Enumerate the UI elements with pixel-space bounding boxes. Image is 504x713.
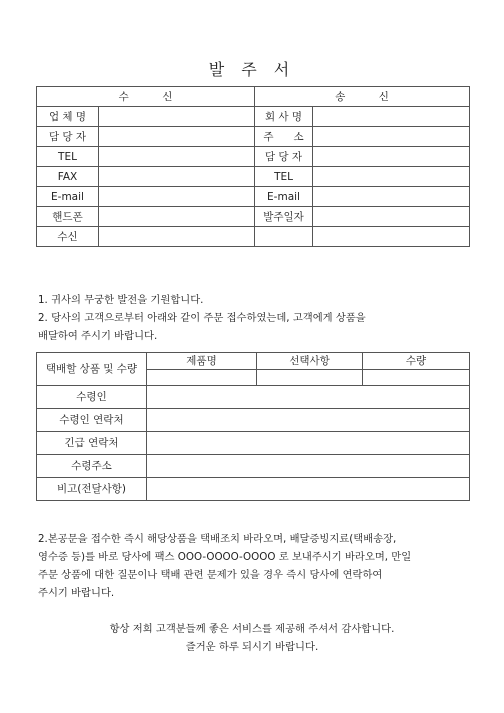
table-row [37,432,470,455]
col-header-options: 선택사항 [257,353,363,370]
recipient-phone-label: 수령인 연락처 [37,409,147,432]
sender-tel-label: TEL [255,167,313,187]
empty-label [255,227,313,247]
receive-value[interactable] [99,227,255,247]
recipient-phone-value[interactable] [147,409,470,432]
col-header-quantity: 수량 [363,353,470,370]
recipient-label: 수령인 [37,386,147,409]
quantity-value[interactable] [363,369,470,386]
empty-value[interactable] [313,227,470,247]
sender-email-value[interactable] [313,187,470,207]
table-row [37,478,470,501]
delivery-address-label: 수령주소 [37,455,147,478]
mobile-label: 핸드폰 [37,207,99,227]
table-row [37,167,470,187]
table-row [37,207,470,227]
mobile-value[interactable] [99,207,255,227]
contact-person-label: 담 당 자 [37,127,99,147]
sender-contact-label: 담 당 자 [255,147,313,167]
table-header-row [37,87,470,107]
product-quantity-label: 택배할 상품 및 수량 [37,353,147,386]
order-date-value[interactable] [313,207,470,227]
table-row [37,409,470,432]
table-row [37,187,470,207]
document-title: 발 주 서 [208,60,296,79]
remarks-value[interactable] [147,478,470,501]
sender-tel-value[interactable] [313,167,470,187]
fax-label: FAX [37,167,99,187]
options-value[interactable] [257,369,363,386]
table-row [37,127,470,147]
tel-value[interactable] [99,147,255,167]
product-value[interactable] [147,369,257,386]
intro-line-2: 2. 당사의 고객으로부터 아래와 같이 주문 접수하였는데, 고객에게 상품을 [38,312,366,324]
table-row [37,455,470,478]
tel-label: TEL [37,147,99,167]
emergency-contact-value[interactable] [147,432,470,455]
address-value[interactable] [313,127,470,147]
receive-label: 수신 [37,227,99,247]
emergency-contact-label: 긴급 연락처 [37,432,147,455]
sender-company-label: 회 사 명 [255,107,313,127]
address-label: 주 소 [255,127,313,147]
sender-email-label: E-mail [255,187,313,207]
table-row [37,107,470,127]
table-row [37,386,470,409]
intro-line-3: 배달하여 주시기 바랍니다. [38,330,158,342]
company-name-label: 업 체 명 [37,107,99,127]
closing-line-1: 항상 저희 고객분들께 좋은 서비스를 제공해 주셔서 감사합니다. [109,623,395,635]
table-row [37,227,470,247]
order-table [36,352,470,501]
closing-line-2: 즐거운 하루 되시기 바랍니다. [185,641,319,653]
recipient-header: 수 신 [37,87,255,107]
notice-line-3: 주문 상품에 대한 질문이나 택배 관련 문제가 있을 경우 즉시 당사에 연락하여 [38,569,383,581]
fax-value[interactable] [99,167,255,187]
recipient-sender-table [36,86,470,247]
notice-line-1: 2.본공문을 접수한 즉시 해당상품을 택배조치 바라오며, 배달증빙지료(택배송장, [38,533,397,545]
order-date-label: 발주일자 [255,207,313,227]
contact-person-value[interactable] [99,127,255,147]
sender-contact-value[interactable] [313,147,470,167]
recipient-value[interactable] [147,386,470,409]
email-value[interactable] [99,187,255,207]
sender-company-value[interactable] [313,107,470,127]
notice-line-2: 영수증 등)를 바로 당사에 팩스 OOO-OOOO-OOOO 로 보내주시기 바라오며, 만일 [38,551,412,563]
email-label: E-mail [37,187,99,207]
col-header-product: 제품명 [147,353,257,370]
delivery-address-value[interactable] [147,455,470,478]
notice-line-4: 주시기 바랍니다. [38,587,115,599]
remarks-label: 비고(전달사항) [37,478,147,501]
table-row [37,353,470,370]
sender-header: 송 신 [255,87,470,107]
intro-line-1: 1. 귀사의 무궁한 발전을 기원합니다. [38,294,204,306]
table-row [37,147,470,167]
company-name-value[interactable] [99,107,255,127]
